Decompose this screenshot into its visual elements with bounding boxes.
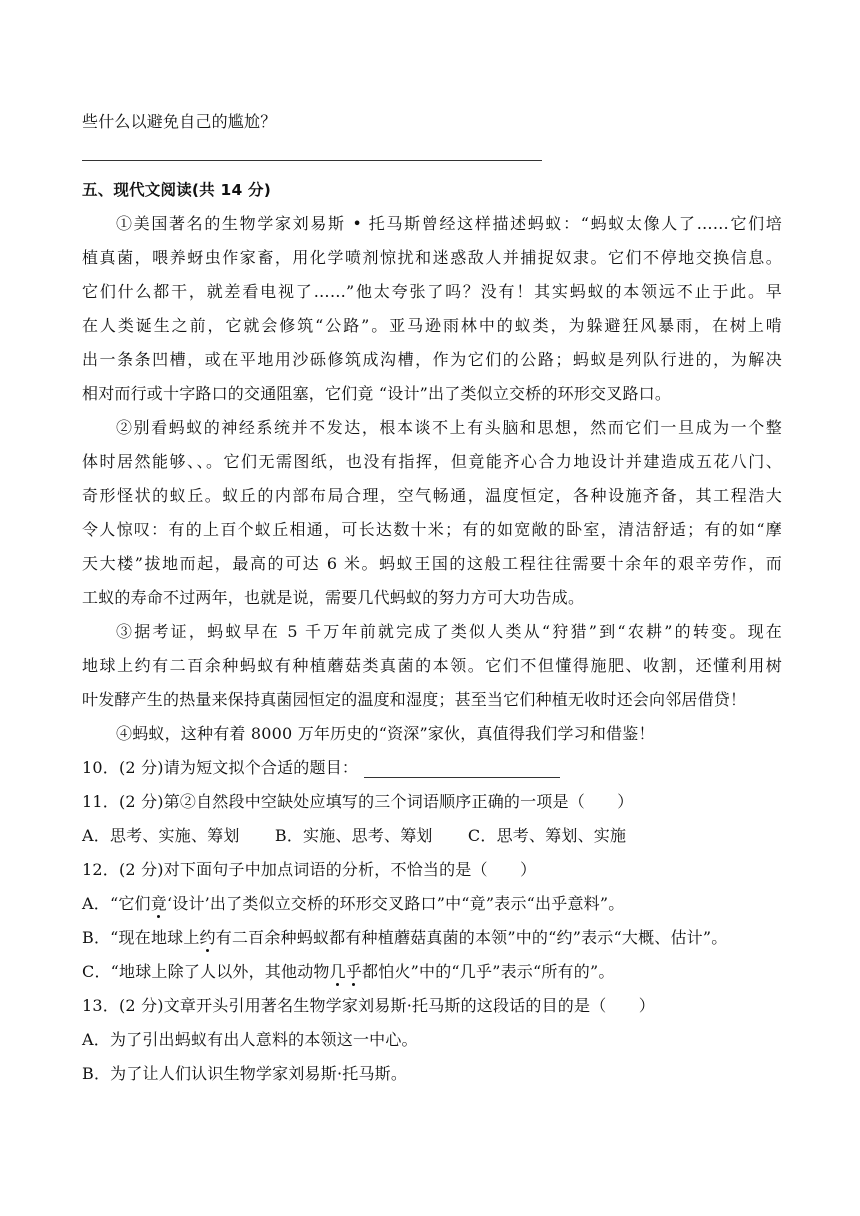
passage-p2-line-4: 令人惊叹：有的上百个蚁丘相通，可长达数十米；有的如宽敞的卧室，清洁舒适；有的如“摩: [82, 520, 782, 539]
q12-b-text-post: 有二百余种蚂蚁都有种植蘑菇真菌的本领”中的“约”表示“大概、估计”。: [215, 928, 728, 947]
passage-p1-line-2: 植真菌，喂养蚜虫作家畜，用化学喷剂惊扰和迷惑敌人并捕捉奴隶。它们不停地交换信息。: [82, 248, 782, 267]
passage-p4: ④蚂蚁，这种有着 8000 万年历史的“资深”家伙，真值得我们学习和借鉴！: [116, 724, 655, 743]
q11-option-a[interactable]: A．思考、实施、筹划: [82, 826, 240, 845]
passage-p2-line-1: ②别看蚂蚁的神经系统并不发达，根本谈不上有头脑和思想，然而它们一旦成为一个整: [116, 418, 782, 437]
passage-p2-line-2: 体时居然能够、、。它们无需图纸，也没有指挥，但竟能齐心合力地设计并建造成五花八门、: [82, 452, 782, 471]
q12-c-text-pre: C．“地球上除了人以外，其他动物: [82, 962, 330, 981]
q11-option-b[interactable]: B．实施、思考、筹划: [274, 826, 433, 845]
question-11-options: [82, 826, 782, 846]
question-13: 13．(2 分)文章开头引用著名生物学家刘易斯·托马斯的这段话的目的是（ ）: [82, 996, 655, 1015]
passage-p1-line-5: 出一条条凹槽，或在平地用沙砾修筑成沟槽，作为它们的公路；蚂蚁是列队行进的，为解决: [82, 350, 782, 369]
q12-c-dotted-char-2: 乎: [345, 962, 363, 981]
q11-option-c[interactable]: C．思考、筹划、实施: [467, 826, 627, 845]
previous-question-tail: 些什么以避免自己的尴尬？: [82, 112, 277, 131]
question-10-text: 10．(2 分)请为短文拟个合适的题目：: [82, 758, 359, 777]
passage-p3-line-1: ③据考证，蚂蚁早在 5 千万年前就完成了类似人类从“狩猎”到“农耕”的转变。现在: [116, 622, 782, 641]
title-answer-blank[interactable]: [364, 761, 560, 778]
q12-option-c[interactable]: [82, 962, 782, 982]
answer-line[interactable]: [82, 160, 542, 161]
passage-p2-line-6: 工蚁的寿命不过两年，也就是说，需要几代蚂蚁的努力方可大功告成。: [82, 588, 585, 607]
q12-option-b[interactable]: [82, 928, 782, 948]
q12-b-text-pre: B．“现在地球上: [82, 928, 200, 947]
passage-p1-line-4: 在人类诞生之前，它就会修筑“公路”。亚马逊雨林中的蚁类，为躲避狂风暴雨，在树上啃: [82, 316, 782, 335]
question-12: 12．(2 分)对下面句子中加点词语的分析，不恰当的是（ ）: [82, 860, 537, 879]
passage-p1-line-6: 相对而行或十字路口的交通阻塞，它们竟 “设计”出了类似立交桥的环形交叉路口。: [82, 384, 672, 403]
q12-b-dotted-word: 约: [199, 928, 216, 947]
q12-a-text-post: ‘设计’出了类似立交桥的环形交叉路口”中“竟”表示“出乎意料”。: [166, 894, 625, 913]
passage-p1-line-1: ①美国著名的生物学家刘易斯 • 托马斯曾经这样描述蚂蚁：“蚂蚁太像人了……它们培: [116, 214, 782, 233]
question-10: [82, 758, 782, 778]
q12-a-dotted-word: 竟: [150, 894, 167, 913]
question-11: 11．(2 分)第②自然段中空缺处应填写的三个词语顺序正确的一项是（ ）: [82, 792, 634, 811]
passage-p2-line-3: 奇形怪状的蚁丘。蚁丘的内部布局合理，空气畅通，温度恒定，各种设施齐备，其工程浩大: [82, 486, 782, 505]
passage-p2-line-5: 天大楼”拔地而起，最高的可达 6 米。蚂蚁王国的这般工程往往需要十余年的艰辛劳作，而: [82, 554, 782, 573]
q12-a-text-pre: A．“它们: [82, 894, 151, 913]
q12-c-text-post: 都怕火”中的“几乎”表示“所有的”。: [362, 962, 615, 981]
passage-p3-line-3: 叶发酵产生的热量来保持真菌园恒定的温度和湿度；甚至当它们种植无收时还会向邻居借贷！: [82, 690, 747, 709]
q12-c-dotted-char-1: 几: [329, 962, 346, 981]
q13-option-b[interactable]: B．为了让人们认识生物学家刘易斯·托马斯。: [82, 1064, 408, 1083]
section-heading: 五、现代文阅读(共 14 分): [82, 181, 272, 199]
passage-p1-line-3: 它们什么都干，就差看电视了……”他太夸张了吗？没有！其实蚂蚁的本领远不止于此。早: [82, 282, 782, 301]
q13-option-a[interactable]: A．为了引出蚂蚁有出人意料的本领这一中心。: [82, 1030, 418, 1049]
passage-p3-line-2: 地球上约有二百余种蚂蚁有种植蘑菇类真菌的本领。它们不但懂得施肥、收割，还懂利用树: [82, 656, 782, 675]
q12-option-a[interactable]: [82, 894, 782, 914]
